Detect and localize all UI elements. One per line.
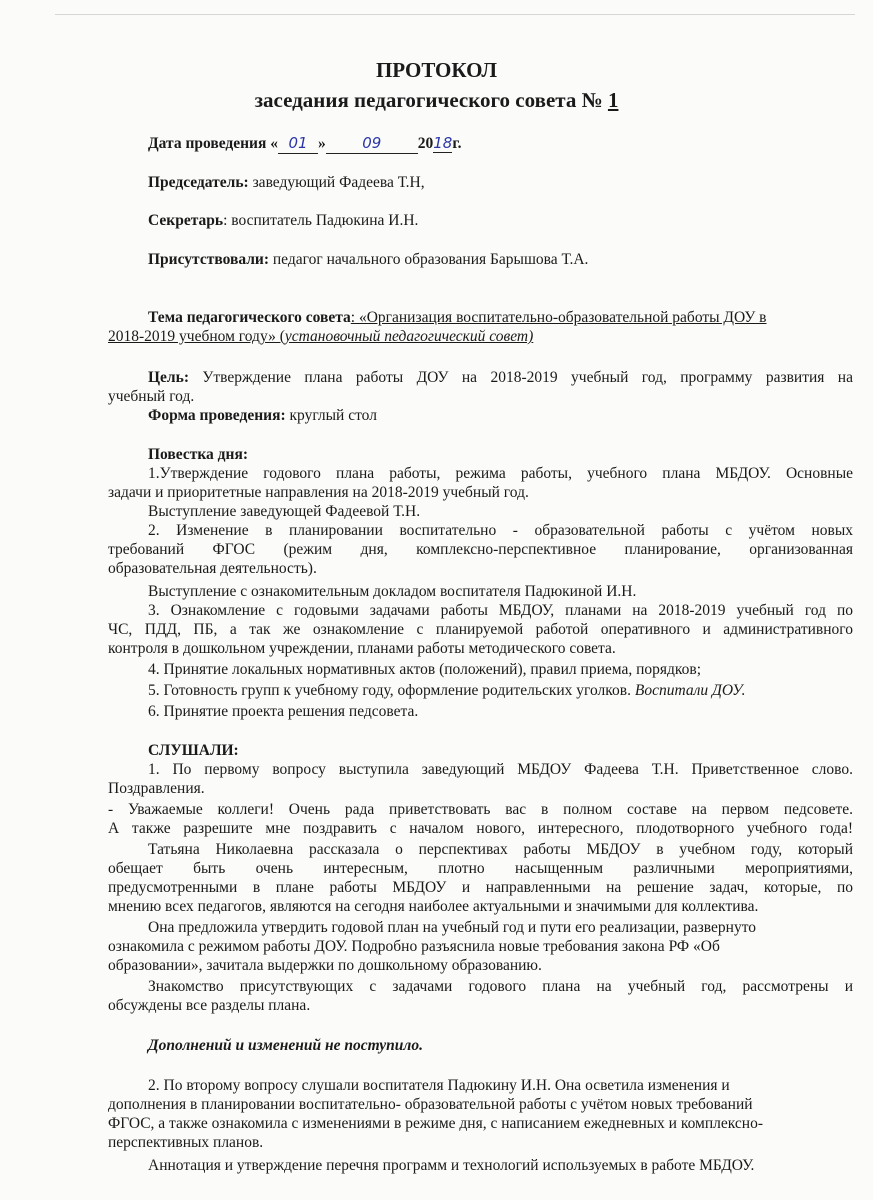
present-value: педагог начального образования Барышова Т.А.: [269, 251, 589, 268]
agenda-heading-text: Повестка дня:: [148, 446, 248, 463]
form-value: круглый стол: [285, 407, 377, 424]
theme-line-2: [108, 327, 533, 346]
date-day: 01: [278, 134, 318, 154]
goal-text-1: Утверждение плана работы ДОУ на 2018-2019 учебный год, программу развития на: [189, 369, 853, 386]
second-line: перспективных планов.: [108, 1134, 264, 1151]
heard-heading: [148, 741, 239, 760]
heard-line: предусмотренными в плане работы МБДОУ и направленными на решение задач, которые, по: [108, 879, 853, 896]
chair-label: Председатель:: [148, 174, 249, 191]
secretary: [148, 211, 418, 230]
heard-line: ознакомила с режимом работы ДОУ. Подробно разъяснила новые требования закона РФ «Об: [108, 938, 720, 955]
agenda-line: ЧС, ПДД, ПБ, а так же ознакомление с планируемой работой оперативного и административного: [108, 621, 853, 638]
second-line: 2. По второму вопросу слушали воспитателя Падюкину И.Н. Она осветила изменения и: [148, 1077, 730, 1094]
theme-label: Тема педагогического совета: [148, 309, 351, 326]
agenda-line: 6. Принятие проекта решения педсовета.: [148, 703, 419, 720]
heard-line: образовании», зачитала выдержки по дошкольному образованию.: [108, 957, 542, 974]
heard-line: А также разрешите мне поздравить с началом нового, интересного, плодотворного учебного года!: [108, 820, 853, 837]
agenda-line: 3. Ознакомление с годовыми задачами работы МБДОУ, планами на 2018-2019 учебный год по: [148, 602, 853, 619]
heard-line: Знакомство присутствующих с задачами годового плана на учебный год, рассмотрены и: [148, 978, 853, 995]
date-label: Дата проведения «: [148, 135, 278, 152]
goal-label: Цель:: [148, 369, 189, 386]
heard-line: мнению всех педагогов, являются на сегодня наиболее актуальными и значимыми для коллектива.: [108, 898, 759, 915]
agenda-line: образовательная деятельность).: [108, 560, 317, 577]
no-changes-note: Дополнений и изменений не поступило.: [148, 1037, 423, 1054]
document-title: ПРОТОКОЛ: [375, 58, 498, 82]
date-year-suffix: 18: [433, 134, 453, 152]
chair-value: заведующий Фадеева Т.Н,: [248, 174, 425, 191]
meeting-date: [148, 134, 462, 154]
secretary-value: : воспитатель Падюкина И.Н.: [223, 212, 419, 229]
secretary-label: Секретарь: [148, 212, 224, 229]
document-subtitle: [0, 88, 873, 113]
agenda-line: 1.Утверждение годового плана работы, режима работы, учебного плана МБДОУ. Основные: [148, 465, 853, 482]
date-month: 09: [326, 134, 418, 154]
agenda-line: 4. Принятие локальных нормативных актов (положений), правил приема, порядков;: [148, 661, 702, 678]
agenda-line: Выступление с ознакомительным докладом воспитателя Падюкиной И.Н.: [148, 583, 637, 600]
agenda-line: требований ФГОС (режим дня, комплексно-перспективное планирование, организованная: [108, 541, 853, 558]
attendees: [148, 250, 588, 269]
heard-line: 1. По первому вопросу выступила заведующий МБДОУ Фадеева Т.Н. Приветственное слово.: [148, 761, 853, 778]
theme-line-1: [148, 308, 767, 327]
agenda-line-5-text: 5. Готовность групп к учебному году, оформление родительских уголков.: [148, 682, 635, 699]
agenda-line: 2. Изменение в планировании воспитательно - образовательной работы с учётом новых: [148, 522, 853, 539]
heard-line: Поздравления.: [108, 780, 205, 797]
second-line: Аннотация и утверждение перечня программ и технологий используемых в работе МБДОУ.: [148, 1157, 755, 1174]
top-divider: [55, 14, 855, 15]
theme-text-2b: установочный педагогический совет): [284, 328, 534, 345]
goal-line-1: [148, 368, 853, 387]
heard-line: обещает быть очень интересным, плотно насыщенным различными мероприятиями,: [108, 860, 853, 877]
date-sep: »: [318, 135, 326, 152]
theme-text-2a: 2018-2019 учебном году» (: [108, 328, 285, 345]
theme-text-1: : «Организация воспитательно-образовательной работы ДОУ в: [350, 309, 767, 326]
goal-line-2: учебный год.: [108, 388, 195, 405]
present-label: Присутствовали:: [148, 251, 270, 268]
heard-line: - Уважаемые коллеги! Очень рада приветствовать вас в полном составе на первом педсовете.: [108, 801, 853, 818]
agenda-heading: [148, 445, 248, 464]
agenda-line-5-italic: Воспитали ДОУ.: [634, 682, 746, 699]
protocol-number: 1: [607, 88, 619, 112]
agenda-line: Выступление заведующей Фадеевой Т.Н.: [148, 503, 421, 520]
heard-heading-text: СЛУШАЛИ:: [148, 742, 239, 759]
meeting-form: [148, 406, 377, 425]
heard-line: Татьяна Николаевна рассказала о перспективах работы МБДОУ в учебном году, который: [148, 841, 853, 858]
agenda-line: контроля в дошкольном учреждении, планами работы методического совета.: [108, 640, 616, 657]
heard-line: Она предложила утвердить годовой план на учебный год и пути его реализации, развернуто: [148, 919, 757, 936]
second-line: ФГОС, а также ознакомила с изменениями в режиме дня, с написанием ежедневных и комплексно-: [108, 1115, 763, 1132]
subtitle-text: заседания педагогического совета №: [254, 88, 603, 112]
second-line: дополнения в планировании воспитательно- образовательной работы с учётом новых требований: [108, 1096, 753, 1113]
date-year-prefix: 20: [417, 135, 434, 152]
agenda-line: [148, 681, 745, 700]
date-unit: г.: [452, 135, 462, 152]
chairperson: [148, 173, 425, 192]
agenda-line: задачи и приоритетные направления на 2018-2019 учебный год.: [108, 484, 529, 501]
heard-line: обсуждены все разделы плана.: [108, 997, 311, 1014]
form-label: Форма проведения:: [148, 407, 286, 424]
